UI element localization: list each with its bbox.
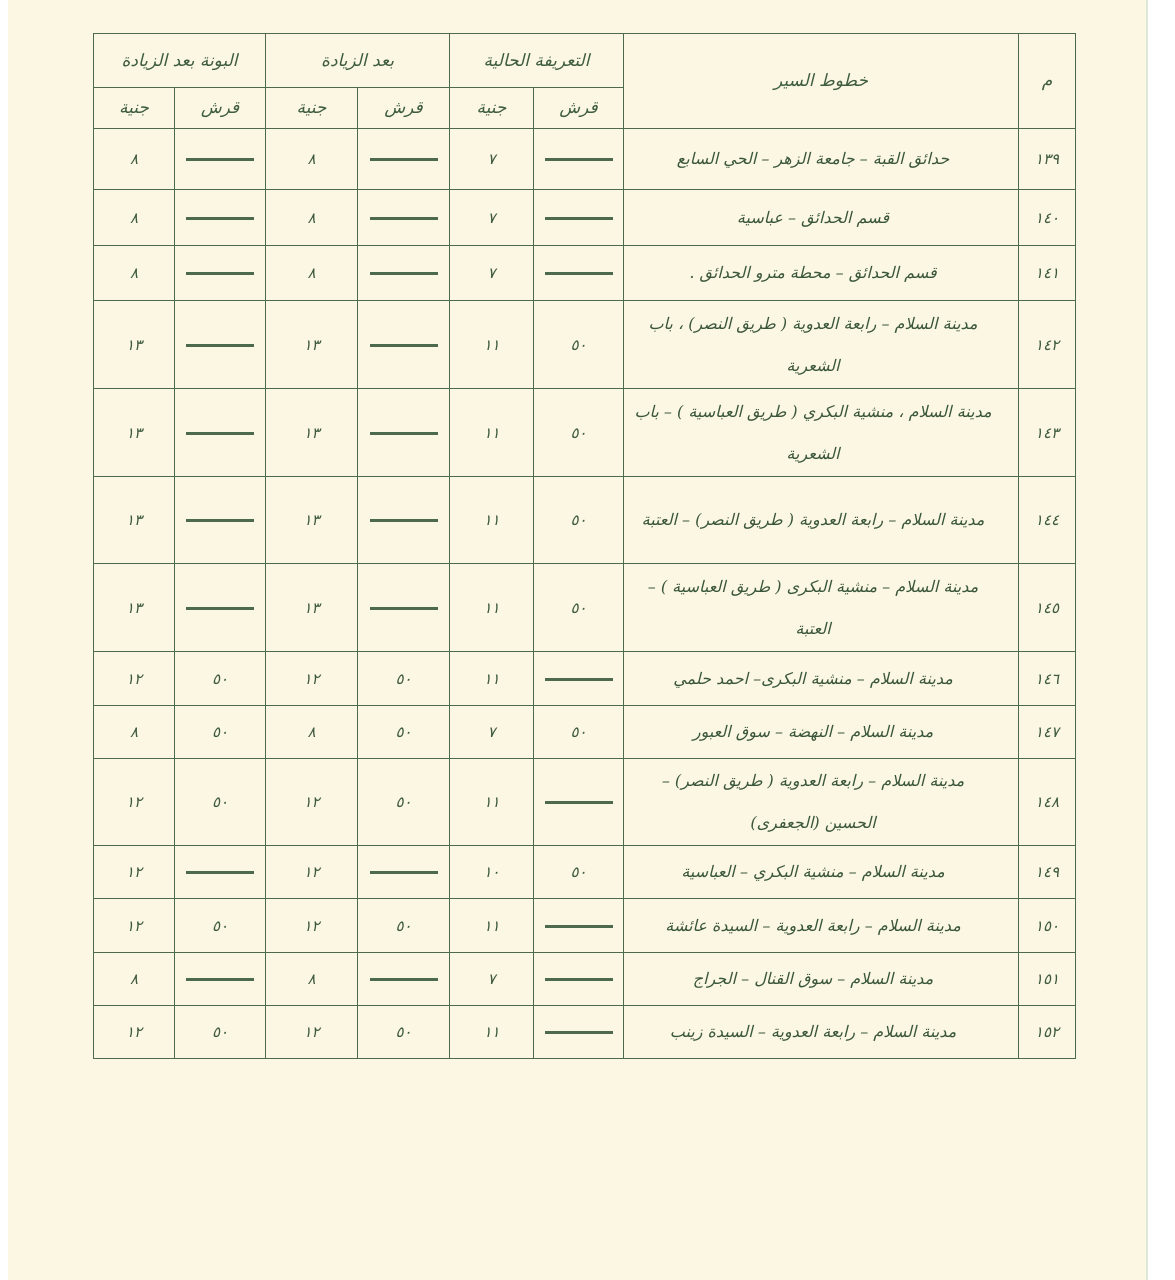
pass-pound-value: ١٢ (94, 652, 175, 706)
current-pound-value: ٧ (450, 706, 534, 759)
table-row (94, 301, 1076, 389)
current-piaster-empty (534, 759, 624, 846)
dash-placeholder (370, 272, 438, 275)
pass-pound-value: ٨ (94, 246, 175, 301)
header-current-piaster: قرش (534, 88, 624, 129)
page-edge (1146, 0, 1148, 1280)
table-row (94, 190, 1076, 246)
pass-piaster-empty (175, 301, 266, 389)
after-piaster-empty (358, 477, 450, 564)
current-piaster-value: ٥٠ (534, 564, 624, 652)
row-index: ١٤٥ (1019, 564, 1076, 652)
current-piaster-value: ٥٠ (534, 846, 624, 899)
current-pound-value: ١١ (450, 389, 534, 477)
after-pound-value: ٨ (266, 953, 358, 1006)
after-piaster-empty (358, 389, 450, 477)
dash-placeholder (186, 871, 254, 874)
current-pound-value: ١١ (450, 301, 534, 389)
pass-piaster-empty (175, 246, 266, 301)
after-piaster-empty (358, 190, 450, 246)
table-row (94, 389, 1076, 477)
row-index: ١٣٩ (1019, 129, 1076, 190)
pass-pound-value: ٨ (94, 706, 175, 759)
after-pound-value: ١٢ (266, 899, 358, 953)
after-pound-value: ١٢ (266, 1006, 358, 1059)
pass-piaster-value: ٥٠ (175, 706, 266, 759)
current-piaster-value: ٥٠ (534, 301, 624, 389)
after-pound-value: ٨ (266, 706, 358, 759)
table-row (94, 477, 1076, 564)
dash-placeholder (370, 607, 438, 610)
pass-piaster-value: ٥٠ (175, 899, 266, 953)
pass-piaster-empty (175, 564, 266, 652)
pass-piaster-empty (175, 477, 266, 564)
header-row-groups (94, 34, 1076, 88)
table-row (94, 706, 1076, 759)
current-piaster-empty (534, 953, 624, 1006)
after-pound-value: ٨ (266, 246, 358, 301)
table-body (94, 129, 1076, 1059)
row-index: ١٤٠ (1019, 190, 1076, 246)
pass-pound-value: ٨ (94, 190, 175, 246)
route-name: مدينة السلام – النهضة – سوق العبور (624, 706, 1019, 759)
current-piaster-empty (534, 190, 624, 246)
route-name: مدينة السلام – رابعة العدوية ( طريق النصر) – الحسين (الجعفرى) (624, 759, 1019, 846)
header-current-pound: جنية (450, 88, 534, 129)
current-piaster-value: ٥٠ (534, 389, 624, 477)
table-row (94, 1006, 1076, 1059)
row-index: ١٤٩ (1019, 846, 1076, 899)
pass-piaster-value: ٥٠ (175, 759, 266, 846)
row-index: ١٤٨ (1019, 759, 1076, 846)
header-pass-pound: جنية (94, 88, 175, 129)
current-pound-value: ١١ (450, 564, 534, 652)
pass-pound-value: ١٢ (94, 1006, 175, 1059)
after-piaster-empty (358, 301, 450, 389)
after-piaster-empty (358, 953, 450, 1006)
current-pound-value: ١١ (450, 1006, 534, 1059)
route-name: قسم الحدائق – عباسية (624, 190, 1019, 246)
pass-piaster-empty (175, 190, 266, 246)
header-route: خطوط السير (624, 34, 1019, 129)
row-index: ١٤١ (1019, 246, 1076, 301)
dash-placeholder (545, 1031, 613, 1034)
dash-placeholder (545, 678, 613, 681)
current-pound-value: ١١ (450, 759, 534, 846)
table-row (94, 846, 1076, 899)
dash-placeholder (370, 158, 438, 161)
after-pound-value: ١٣ (266, 389, 358, 477)
header-after-piaster: قرش (358, 88, 450, 129)
pass-piaster-value: ٥٠ (175, 1006, 266, 1059)
after-pound-value: ١٢ (266, 652, 358, 706)
route-name: مدينة السلام – سوق القنال – الجراج (624, 953, 1019, 1006)
row-index: ١٤٦ (1019, 652, 1076, 706)
pass-pound-value: ٨ (94, 953, 175, 1006)
route-name: مدينة السلام – رابعة العدوية ( طريق النصر) – العتبة (624, 477, 1019, 564)
route-name: مدينة السلام – رابعة العدوية – السيدة عائشة (624, 899, 1019, 953)
after-piaster-empty (358, 246, 450, 301)
pass-piaster-empty (175, 129, 266, 190)
dash-placeholder (370, 432, 438, 435)
pass-pound-value: ٨ (94, 129, 175, 190)
current-pound-value: ١٠ (450, 846, 534, 899)
header-after-increase: بعد الزيادة (266, 34, 450, 88)
after-pound-value: ٨ (266, 190, 358, 246)
after-piaster-empty (358, 564, 450, 652)
row-index: ١٥٢ (1019, 1006, 1076, 1059)
after-piaster-empty (358, 846, 450, 899)
pass-pound-value: ١٣ (94, 564, 175, 652)
current-pound-value: ٧ (450, 953, 534, 1006)
dash-placeholder (370, 519, 438, 522)
dash-placeholder (545, 925, 613, 928)
dash-placeholder (545, 801, 613, 804)
pass-piaster-empty (175, 953, 266, 1006)
table-row (94, 652, 1076, 706)
pass-pound-value: ١٣ (94, 477, 175, 564)
after-piaster-empty (358, 129, 450, 190)
row-index: ١٤٤ (1019, 477, 1076, 564)
header-index: م (1019, 34, 1076, 129)
table-row (94, 246, 1076, 301)
dash-placeholder (370, 871, 438, 874)
current-piaster-value: ٥٠ (534, 706, 624, 759)
after-piaster-value: ٥٠ (358, 706, 450, 759)
route-name: مدينة السلام – رابعة العدوية – السيدة زينب (624, 1006, 1019, 1059)
after-piaster-value: ٥٠ (358, 1006, 450, 1059)
current-piaster-empty (534, 1006, 624, 1059)
row-index: ١٤٧ (1019, 706, 1076, 759)
route-name: مدينة السلام – منشية البكرى– احمد حلمي (624, 652, 1019, 706)
header-pass-after-increase: البونة بعد الزيادة (94, 34, 266, 88)
dash-placeholder (186, 978, 254, 981)
pass-pound-value: ١٢ (94, 899, 175, 953)
dash-placeholder (186, 217, 254, 220)
pass-pound-value: ١٢ (94, 846, 175, 899)
dash-placeholder (186, 607, 254, 610)
route-name: مدينة السلام ، منشية البكري ( طريق العباسية ) – باب الشعرية (624, 389, 1019, 477)
current-pound-value: ١١ (450, 477, 534, 564)
route-name: حدائق القبة – جامعة الزهر – الحي السابع (624, 129, 1019, 190)
current-pound-value: ٧ (450, 129, 534, 190)
after-pound-value: ١٣ (266, 564, 358, 652)
dash-placeholder (370, 217, 438, 220)
table-row (94, 564, 1076, 652)
pass-pound-value: ١٣ (94, 301, 175, 389)
current-pound-value: ٧ (450, 246, 534, 301)
pass-piaster-value: ٥٠ (175, 652, 266, 706)
table-row (94, 953, 1076, 1006)
row-index: ١٥٠ (1019, 899, 1076, 953)
current-piaster-empty (534, 652, 624, 706)
table-row (94, 899, 1076, 953)
after-piaster-value: ٥٠ (358, 652, 450, 706)
after-piaster-value: ٥٠ (358, 899, 450, 953)
fare-table (93, 33, 1076, 1059)
dash-placeholder (370, 344, 438, 347)
dash-placeholder (186, 519, 254, 522)
current-pound-value: ١١ (450, 652, 534, 706)
header-after-pound: جنية (266, 88, 358, 129)
table-row (94, 129, 1076, 190)
pass-pound-value: ١٢ (94, 759, 175, 846)
dash-placeholder (545, 158, 613, 161)
current-pound-value: ٧ (450, 190, 534, 246)
header-pass-piaster: قرش (175, 88, 266, 129)
pass-piaster-empty (175, 389, 266, 477)
route-name: مدينة السلام – منشية البكرى ( طريق العباسية ) – العتبة (624, 564, 1019, 652)
pass-pound-value: ١٣ (94, 389, 175, 477)
current-piaster-empty (534, 129, 624, 190)
current-piaster-value: ٥٠ (534, 477, 624, 564)
current-piaster-empty (534, 899, 624, 953)
after-pound-value: ١٣ (266, 301, 358, 389)
table-row (94, 759, 1076, 846)
dash-placeholder (545, 217, 613, 220)
route-name: قسم الحدائق – محطة مترو الحدائق . (624, 246, 1019, 301)
after-pound-value: ١٢ (266, 759, 358, 846)
row-index: ١٤٣ (1019, 389, 1076, 477)
after-pound-value: ٨ (266, 129, 358, 190)
dash-placeholder (545, 978, 613, 981)
header-current-fare: التعريفة الحالية (450, 34, 624, 88)
dash-placeholder (186, 344, 254, 347)
row-index: ١٥١ (1019, 953, 1076, 1006)
dash-placeholder (186, 272, 254, 275)
dash-placeholder (370, 978, 438, 981)
route-name: مدينة السلام – رابعة العدوية ( طريق النصر) ، باب الشعرية (624, 301, 1019, 389)
current-pound-value: ١١ (450, 899, 534, 953)
after-pound-value: ١٢ (266, 846, 358, 899)
current-piaster-empty (534, 246, 624, 301)
dash-placeholder (186, 158, 254, 161)
pass-piaster-empty (175, 846, 266, 899)
after-piaster-value: ٥٠ (358, 759, 450, 846)
row-index: ١٤٢ (1019, 301, 1076, 389)
after-pound-value: ١٣ (266, 477, 358, 564)
route-name: مدينة السلام – منشية البكري – العباسية (624, 846, 1019, 899)
dash-placeholder (186, 432, 254, 435)
dash-placeholder (545, 272, 613, 275)
